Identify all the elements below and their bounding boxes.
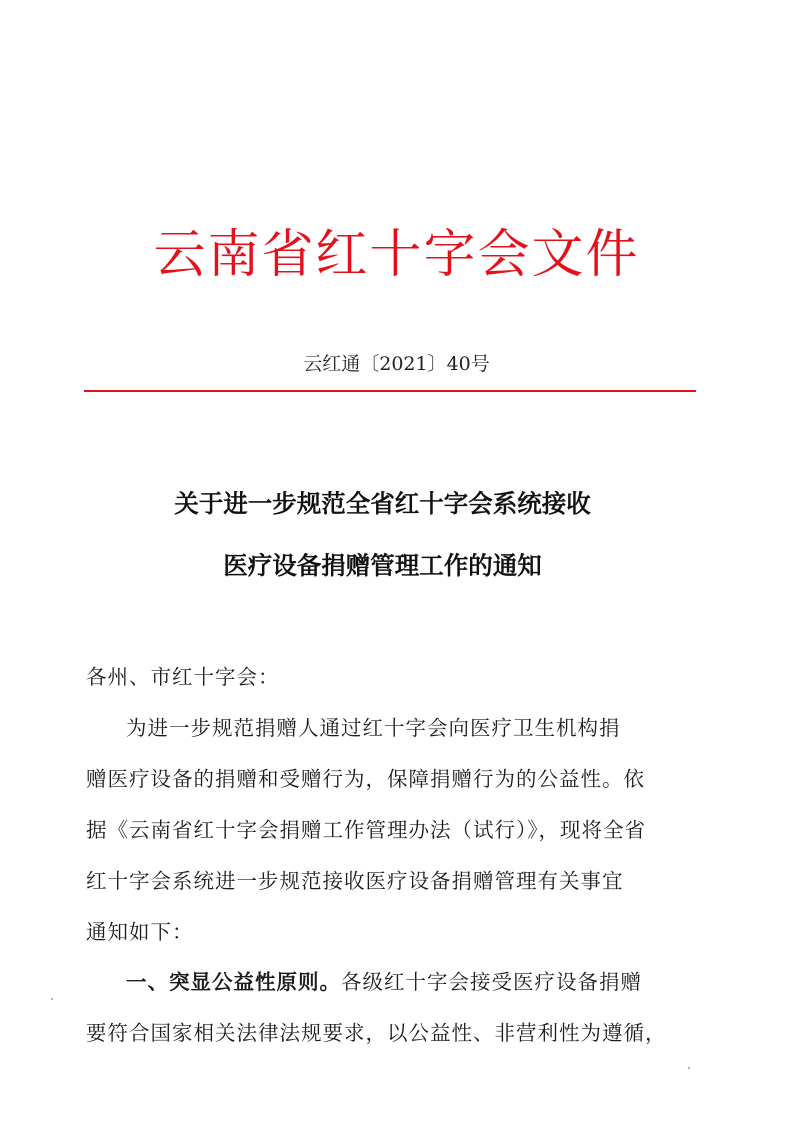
paragraph-1-line-2: 赠医疗设备的捐赠和受赠行为，保障捐赠行为的公益性。依 [86, 767, 645, 791]
salutation: 各州、市红十字会： [86, 665, 280, 689]
paragraph-1-line-3: 据《云南省红十字会捐赠工作管理办法（试行）》，现将全省 [86, 818, 646, 842]
section-1-line-2: 要符合国家相关法律法规要求，以公益性、非营利性为遵循， [86, 1021, 667, 1045]
paragraph-1-line-1: 为进一步规范捐赠人通过红十字会向医疗卫生机构捐 [126, 716, 621, 740]
scan-speck [688, 1067, 690, 1069]
notice-title-line-1: 关于进一步规范全省红十字会系统接收 [174, 489, 591, 518]
document-number: 云红通〔2021〕40号 [303, 353, 490, 375]
section-1-line-1 [126, 968, 746, 996]
notice-title-line-2: 医疗设备捐赠管理工作的通知 [223, 551, 542, 580]
paragraph-1-line-4: 红十字会系统进一步规范接收医疗设备捐赠管理有关事宜 [86, 869, 624, 893]
paragraph-1-line-5: 通知如下： [86, 920, 194, 944]
org-document-header: 云南省红十字会文件 [153, 225, 640, 285]
red-divider-line [84, 390, 696, 392]
section-1-heading: 一、突显公益性原则。 [126, 970, 341, 994]
scan-speck [51, 998, 53, 1000]
section-1-text: 各级红十字会接受医疗设备捐赠 [341, 970, 642, 994]
